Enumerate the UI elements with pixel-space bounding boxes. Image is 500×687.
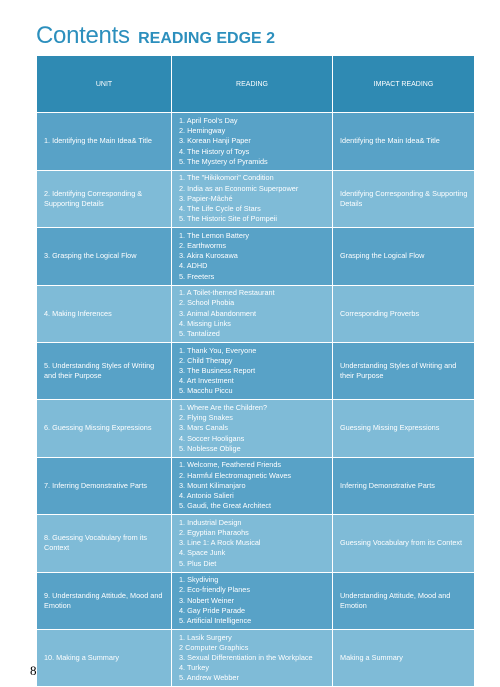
reading-item: 2. Hemingway [179,126,226,136]
reading-item: 5. Artificial Intelligence [179,616,252,626]
reading-item: 3. Korean Hanji Paper [179,136,251,146]
impact-cell: Making a Summary [333,629,475,686]
unit-cell: 9. Understanding Attitude, Mood and Emotion [37,572,172,629]
reading-item: 4. Turkey [179,663,210,673]
reading-item: 2. Egyptian Pharaohs [179,528,249,538]
reading-item: 4. The History of Toys [179,146,250,156]
title-main: Contents [36,22,130,49]
reading-cell [172,113,333,170]
impact-cell: Identifying the Main Idea& Title [333,113,475,170]
table-row [37,113,475,170]
reading-item: 2. Earthworms [179,241,227,251]
header-impact: IMPACT READING [333,56,475,113]
reading-item: 3. Animal Abandonment [179,308,257,318]
reading-item: 3. Nobert Weiner [179,595,235,605]
table-row [37,342,475,399]
reading-cell [172,515,333,572]
reading-item: 1. The "Hikikomori" Condition [179,173,274,183]
reading-item: 3. Mars Canals [179,423,229,433]
reading-item: 5. Freeters [179,271,215,281]
reading-item: 2 Computer Graphics [179,642,249,652]
header-reading: READING [172,56,333,113]
unit-cell: 2. Identifying Corresponding & Supporting Details [37,170,172,227]
reading-item: 4. The Life Cycle of Stars [179,204,261,214]
header-unit: UNIT [37,56,172,113]
reading-item: 3. Line 1: A Rock Musical [179,538,261,548]
impact-cell: Guessing Vocabulary from its Context [333,515,475,572]
header-row [37,56,475,113]
reading-item: 2. Flying Snakes [179,413,233,423]
reading-item: 3. Sexual Differentiation in the Workplace [179,653,313,662]
reading-item: 5. Andrew Webber [179,673,239,683]
unit-cell: 4. Making Inferences [37,285,172,342]
reading-item: 3. Papier-Mâché [179,193,233,203]
unit-cell: 6. Guessing Missing Expressions [37,400,172,457]
reading-item: 2. Harmful Electromagnetic Waves [179,470,292,480]
reading-cell [172,170,333,227]
unit-cell: 3. Grasping the Logical Flow [37,228,172,285]
unit-cell: 7. Inferring Demonstrative Parts [37,457,172,514]
impact-cell: Corresponding Proverbs [333,285,475,342]
reading-item: 5. Noblesse Oblige [179,443,241,453]
title-sub: READING EDGE 2 [138,30,276,47]
reading-item: 3. Akira Kurosawa [179,251,238,261]
unit-cell: 8. Guessing Vocabulary from its Context [37,515,172,572]
reading-item: 3. The Business Report [179,366,256,376]
reading-cell [172,285,333,342]
reading-item: 1. A Toilet-themed Restaurant [179,288,275,298]
page-number: 8 [30,663,37,678]
table-row [37,572,475,629]
reading-cell [172,342,333,399]
reading-item: 5. The Historic Site of Pompeii [179,214,278,224]
reading-item: 1. The Lemon Battery [179,230,250,240]
reading-item: 2. Child Therapy [179,355,233,365]
impact-cell: Inferring Demonstrative Parts [333,457,475,514]
reading-item: 4. Space Junk [179,548,226,558]
unit-cell: 1. Identifying the Main Idea& Title [37,113,172,170]
reading-item: 2. School Phobia [179,298,235,308]
reading-item: 4. Antonio Salieri [179,491,234,501]
contents-table [36,55,475,687]
unit-cell: 5. Understanding Styles of Writing and their Purpose [37,342,172,399]
reading-cell [172,400,333,457]
impact-cell: Identifying Corresponding & Supporting Details [333,170,475,227]
impact-cell: Understanding Attitude, Mood and Emotion [333,572,475,629]
table-row [37,457,475,514]
impact-cell: Grasping the Logical Flow [333,228,475,285]
reading-item: 4. Gay Pride Parade [179,605,246,615]
table-row [37,285,475,342]
reading-item: 1. Lasik Surgery [179,632,232,642]
reading-item: 5. Macchu Piccu [179,386,233,396]
reading-item: 1. Industrial Design [179,517,242,527]
table-row [37,400,475,457]
impact-cell: Understanding Styles of Writing and their Purpose [333,342,475,399]
reading-item: 5. The Mystery of Pyramids [179,156,268,166]
reading-item: 4. Soccer Hooligans [179,433,245,443]
table-row [37,228,475,285]
reading-item: 4. Art Investment [179,376,234,386]
reading-item: 1. April Fool's Day [179,116,238,126]
impact-cell: Guessing Missing Expressions [333,400,475,457]
unit-cell: 10. Making a Summary [37,629,172,686]
reading-item: 2. India as an Economic Superpower [179,183,299,193]
reading-item: 5. Gaudi, the Great Architect [179,501,272,511]
reading-cell [172,572,333,629]
reading-item: 5. Tantalized [179,329,220,339]
reading-cell [172,457,333,514]
table-row [37,170,475,227]
reading-item: 3. Mount Kilimanjaro [179,480,246,490]
table-row [37,515,475,572]
reading-item: 2. Eco-friendly Planes [179,585,250,595]
reading-cell [172,228,333,285]
reading-item: 4. Missing Links [179,318,231,328]
reading-item: 1. Welcome, Feathered Friends [179,460,282,470]
reading-item: 5. Plus Diet [179,558,217,568]
reading-item: 4. ADHD [179,261,208,271]
page-title [36,22,275,50]
table-row [37,629,475,686]
reading-item: 1. Skydiving [179,575,219,585]
reading-item: 1. Thank You, Everyone [179,345,257,355]
reading-item: 1. Where Are the Children? [179,403,268,413]
reading-cell [172,629,333,686]
